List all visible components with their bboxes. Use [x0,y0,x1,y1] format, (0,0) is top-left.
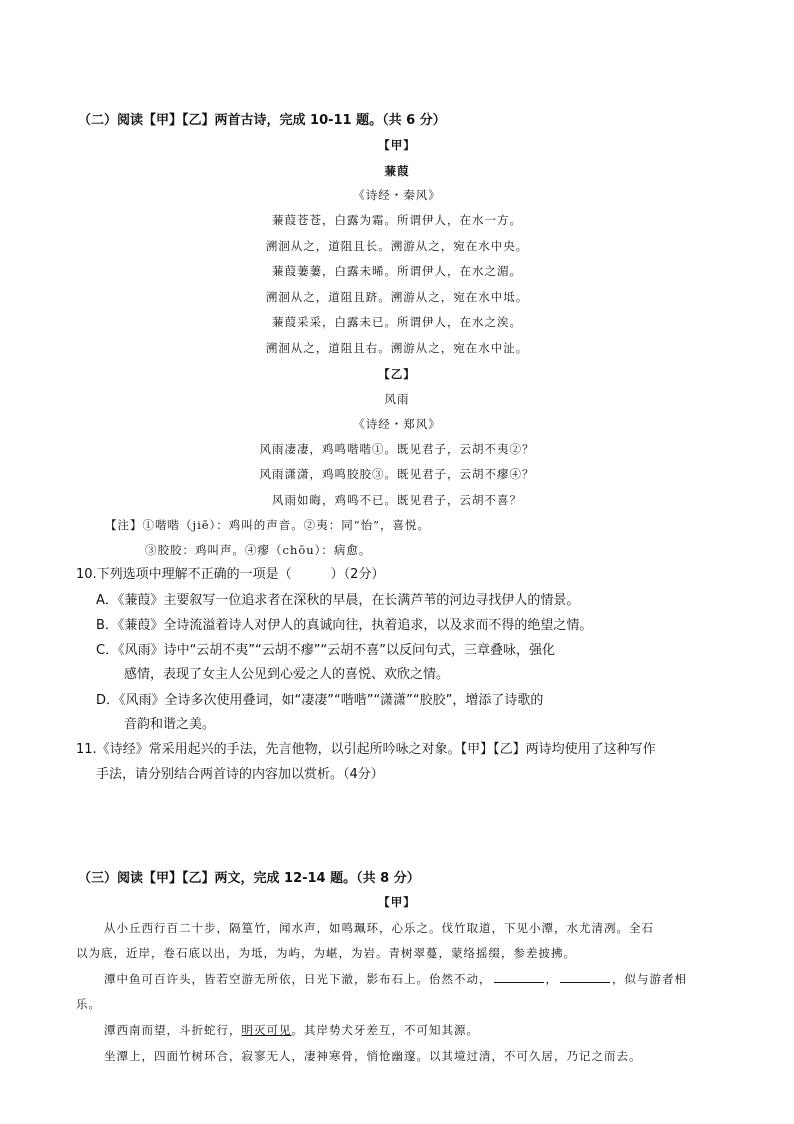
question-10-stem: 10.下列选项中理解不正确的一项是（ ）（2分） [76,567,385,582]
poem-b-line: 风雨潇潇，鸡鸣胶胶③。既见君子，云胡不瘳④？ [259,467,535,481]
question-10-option-c-cont: 感情，表现了女主人公见到心爱之人的喜悦、欢欣之情。 [124,667,450,682]
text-a-paragraph-cont: 以为底，近岸，卷石底以出，为坻，为屿，为嵁，为岩。青树翠蔓，蒙络摇缀，参差披拂。 [76,946,576,960]
text-a-paragraph-cont: 乐。 [76,997,101,1011]
poem-a-line: 蒹葭萋萋，白露未晞。所谓伊人，在水之湄。 [272,264,522,278]
paragraph-text: ，似与游者相 [612,972,687,986]
section3-heading: （三）阅读【甲】【乙】两文，完成 12-14 题。（共 8 分） [78,871,420,886]
poem-a-marker: 【甲】 [378,138,416,152]
poem-a-line: 溯洄从之，道阻且跻。溯游从之，宛在水中坻。 [265,290,529,304]
paragraph-text: 潭西南而望，斗折蛇行， [104,1023,242,1037]
text-a-paragraph: 坐潭上，四面竹树环合，寂寥无人，凄神寒骨，悄怆幽邃。以其境过清，不可久居，乃记之而去。 [104,1049,642,1063]
poem-b-line: 风雨凄凄，鸡鸣喈喈①。既见君子，云胡不夷②？ [259,442,535,456]
poem-note: ③胶胶：鸡叫声。④瘳（chōu）：病愈。 [145,543,372,557]
text-a-marker: 【甲】 [378,895,416,909]
poem-a-line: 蒹葭采采，白露未已。所谓伊人，在水之涘。 [272,315,522,329]
poem-a-line: 蒹葭苍苍，白露为霜。所谓伊人，在水一方。 [272,213,522,227]
poem-b-source: 《诗经・郑风》 [353,417,441,431]
question-10-option-a: A．《蒹葭》主要叙写一位追求者在深秋的早晨，在长满芦苇的河边寻找伊人的情景。 [96,593,580,608]
poem-b-title: 风雨 [384,392,410,406]
fill-blank[interactable] [494,971,544,983]
section2-heading: （二）阅读【甲】【乙】两首古诗，完成 10-11 题。（共 6 分） [78,113,446,128]
paragraph-text: 。其岸势犬牙差互，不可知其源。 [291,1023,479,1037]
question-10-option-b: B．《蒹葭》全诗流溢着诗人对伊人的真诚向往，执着追求，以及求而不得的绝望之情。 [96,618,593,633]
question-10-option-d: D．《风雨》全诗多次使用叠词，如“凄凄”“喈喈”“潇潇”“胶胶”，增添了诗歌的 [96,693,544,708]
text-a-paragraph [104,971,687,987]
question-10-option-d-cont: 音韵和谐之美。 [124,717,216,732]
poem-b-marker: 【乙】 [378,367,416,381]
fill-blank[interactable] [560,971,610,983]
question-11-stem-cont: 手法，请分别结合两首诗的内容加以赏析。（4分） [96,767,384,782]
question-11-stem: 11.《诗经》常采用起兴的手法，先言他物，以引起所吟咏之对象。【甲】【乙】两诗均使用了这种写作 [76,742,656,757]
poem-a-source: 《诗经・秦风》 [353,188,441,202]
poem-b-line: 风雨如晦，鸡鸣不已。既见君子，云胡不喜？ [272,493,522,507]
underlined-phrase: 明灭可见 [241,1023,292,1037]
question-10-option-c: C．《风雨》诗中“云胡不夷”“云胡不瘳”“云胡不喜”以反问句式，三章叠咏，强化 [96,643,555,658]
paragraph-text: 潭中鱼可百许头，皆若空游无所依，日光下澈，影布石上。佁然不动， [104,972,492,986]
poem-note: 【注】①喈喈（jiē）：鸡叫的声音。②夷：同“怡”，喜悦。 [105,518,431,532]
poem-a-title: 蒹葭 [384,164,410,178]
poem-a-line: 溯洄从之，道阻且右。溯游从之，宛在水中沚。 [265,341,529,355]
text-a-paragraph: 从小丘西行百二十步，隔篁竹，闻水声，如鸣珮环，心乐之。伐竹取道，下见小潭，水尤清冽。全石 [104,921,654,935]
poem-a-line: 溯洄从之，道阻且长。溯游从之，宛在水中央。 [265,239,529,253]
paragraph-text: ， [545,972,558,986]
text-a-paragraph [104,1022,479,1038]
